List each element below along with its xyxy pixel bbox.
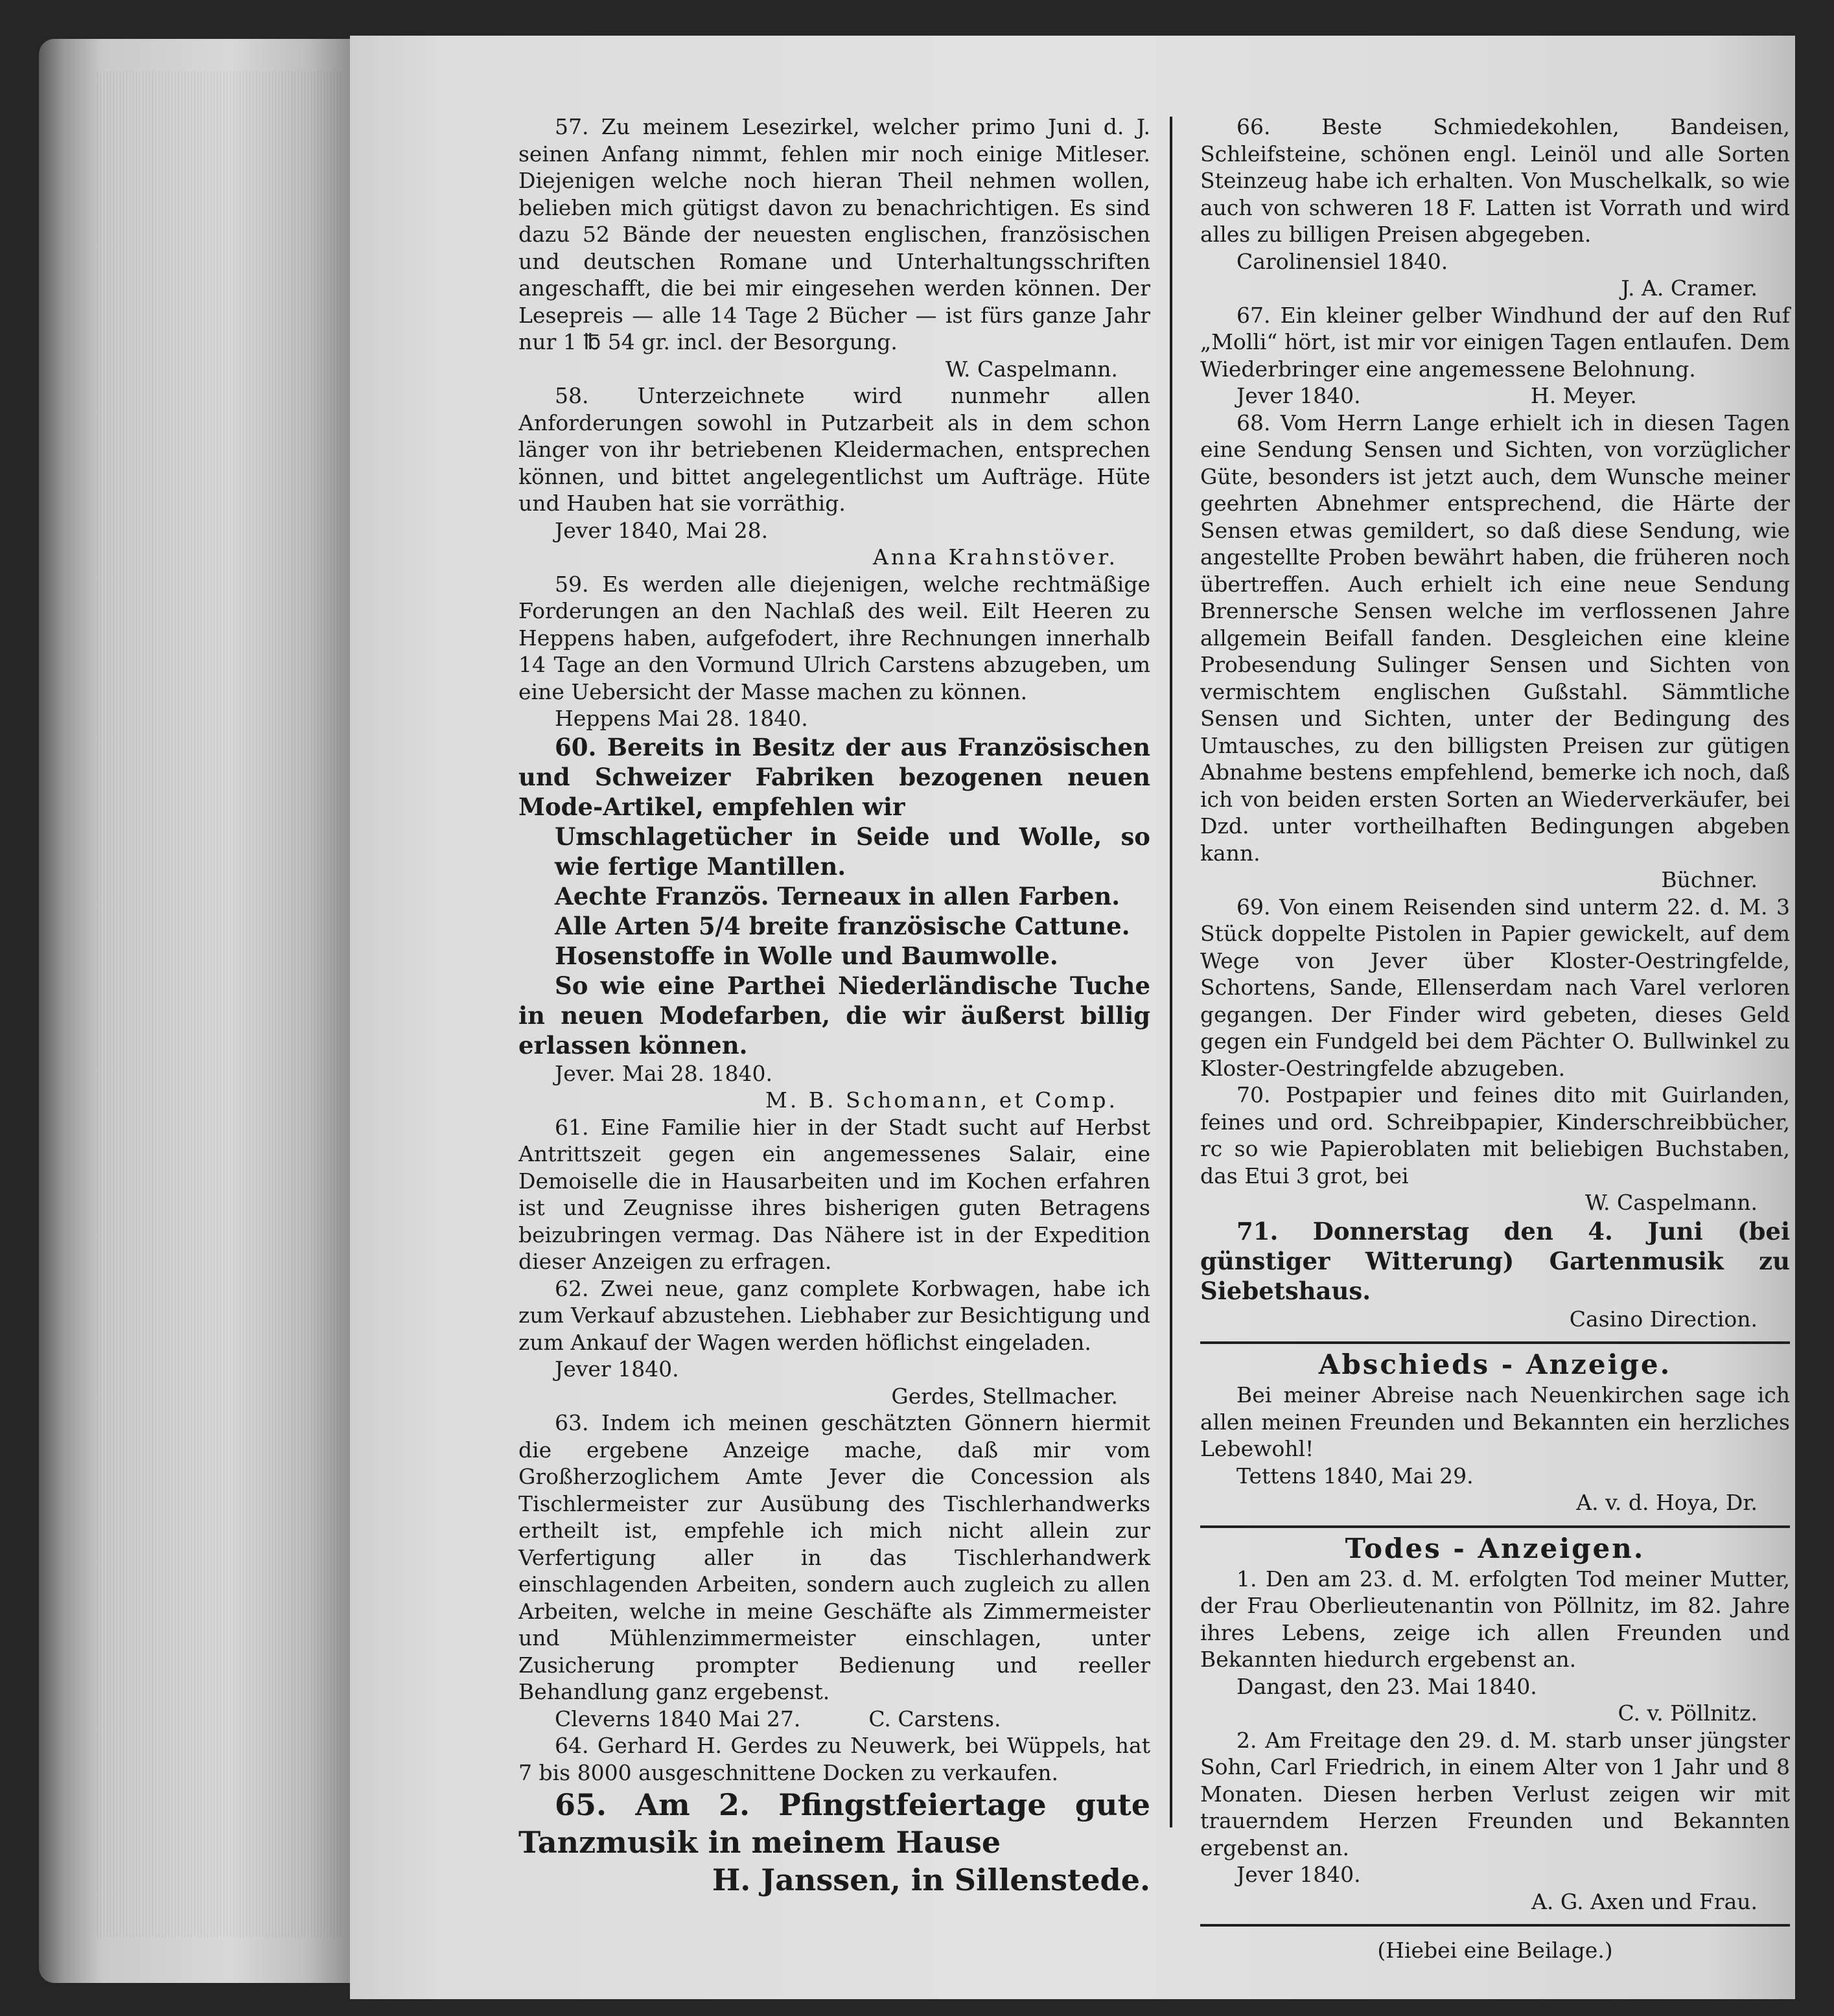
farewell-signature: A. v. d. Hoya, Dr. (1576, 1490, 1758, 1515)
death-notices-heading: Todes - Anzeigen. (1345, 1532, 1645, 1564)
farewell-heading: Abschieds - Anzeige. (1318, 1349, 1672, 1380)
signature-62: Gerdes, Stellmacher. (891, 1383, 1118, 1409)
date-58: Jever 1840, Mai 28. (555, 517, 769, 543)
item-60-1: Umschlagetücher in Seide und Wolle, so wie fertige Mantillen. (555, 822, 1150, 881)
notice-58: 58. Unterzeichnete wird nunmehr allen Anforderungen sowohl in Putzarbeit als in dem schon länger von ihr betriebenen Kleidermachen, entsprechen können, und bittet angelegentlichst um Aufträge. Hüte und Hauben hat sie vorräthig. (518, 383, 1150, 516)
date-signature-67: Jever 1840. H. Meyer. (1236, 383, 1637, 408)
section-rule-3 (1200, 1924, 1790, 1927)
notice-67: 67. Ein kleiner gelber Windhund der auf den Ruf „Molli“ hört, ist mir vor einigen Tagen entlaufen. Dem Wiederbringer eine angemessene Belohnung. (1200, 302, 1790, 382)
notice-65: 65. Am 2. Pfingstfeiertage gute Tanzmusik in meinem Hause (518, 1787, 1150, 1860)
item-60-4: Hosenstoffe in Wolle und Baumwolle. (555, 941, 1058, 970)
left-column (518, 113, 1150, 1899)
column-divider (1170, 117, 1172, 1827)
notice-69: 69. Von einem Reisenden sind unterm 22. d. M. 3 Stück doppelte Pistolen in Papier gewickelt, auf dem Wege von Jever über Kloster-Oestringfelde, Schortens, Sande, Ellenserdam nach Varel verloren gegangen. Der Finder wird gebeten, dieses Geld gegen ein Fundgeld bei dem Pächter O. Bullwinkel zu Kloster-Oestringfelde abzugeben. (1200, 894, 1790, 1081)
notice-64: 64. Gerhard H. Gerdes zu Neuwerk, bei Wüppels, hat 7 bis 8000 ausgeschnittene Docken zu verkaufen. (518, 1733, 1150, 1785)
signature-70: W. Caspelmann. (1584, 1190, 1758, 1215)
death-notice-2: 2. Am Freitage den 29. d. M. starb unser jüngster Sohn, Carl Friedrich, in einem Alter von 1 Jahr und 8 Monaten. Diesen herben Verlust zeigen wir mit trauerndem Herzen Freunden und Bekannten ergebenst an. (1200, 1727, 1790, 1860)
item-60-3: Alle Arten 5/4 breite französische Cattune. (555, 911, 1130, 940)
notice-57: 57. Zu meinem Lesezirkel, welcher primo Juni d. J. seinen Anfang nimmt, fehlen mir noch einige Mitleser. Diejenigen welche noch hieran Theil nehmen wollen, belieben mich gütigst davon zu benachrichtigen. Es sind dazu 52 Bände der neuesten englischen, französischen und deutschen Romane und Unterhaltungsschriften angeschafft, die bei mir eingesehen werden können. Der Lesepreis — alle 14 Tage 2 Bücher — ist fürs ganze Jahr nur 1 ℔ 54 gr. incl. der Besorgung. (518, 114, 1150, 354)
notice-59: 59. Es werden alle diejenigen, welche rechtmäßige Forderungen an den Nachlaß des weil. Eilt Heeren zu Heppens haben, aufgefodert, ihre Rechnungen innerhalb 14 Tage an den Vormund Ulrich Carstens abzugeben, um eine Uebersicht der Masse machen zu können. (518, 571, 1150, 704)
date-62: Jever 1840. (555, 1356, 679, 1382)
signature-66: J. A. Cramer. (1621, 275, 1758, 301)
notice-68: 68. Vom Herrn Lange erhielt ich in diesen Tagen eine Sendung Sensen und Sichten, von vorzüglicher Güte, besonders ist jetzt auch, dem Wunsche meiner geehrten Abnehmer entsprechend, die Härte der Sensen etwas gemildert, so daß diese Sendung, wie angestellte Proben bewährt haben, die früheren noch übertreffen. Auch erhielt ich eine neue Sendung Brennersche Sensen welche im verflossenen Jahre allgemein Beifall fanden. Desgleichen eine kleine Probesendung Sulinger Sensen und Sichten von vermischtem englischen Gußstahl. Sämmtliche Sensen und Sichten, unter der Bedingung des Umtausches, zu den billigsten Preisen zur gütigen Abnahme bestens empfehlend, bemerke ich noch, daß ich von beiden ersten Sorten an Wiederverkäufer, bei Dzd. unter vortheilhaften Bedingungen abgeben kann. (1200, 410, 1790, 866)
section-rule-1 (1200, 1341, 1790, 1344)
supplement-note: (Hiebei eine Beilage.) (1377, 1938, 1613, 1963)
notice-61: 61. Eine Familie hier in der Stadt sucht auf Herbst Antrittszeit gegen ein angemessenes Salair, eine Demoiselle die in Hausarbeiten und im Kochen erfahren ist und Zeugnisse ihres bisherigen guten Betragens beizubringen vermag. Das Nähere ist in der Expedition dieser Anzeigen zu erfragen. (518, 1114, 1150, 1274)
signature-60: M. B. Schomann, et Comp. (765, 1087, 1118, 1113)
right-column (1200, 113, 1790, 1964)
notice-63: 63. Indem ich meinen geschätzten Gönnern hiermit die ergebene Anzeige mache, daß mir vom Großherzoglichem Amte Jever die Concession als Tischlermeister zur Ausübung des Tischlerhandwerks ertheilt ist, empfehle ich mich nicht allein zur Verfertigung aller in das Tischlerhandwerk einschlagenden Arbeiten, sondern auch zugleich zu allen Arbeiten, welche in meine Geschäfte als Zimmermeister und Mühlenzimmermeister einschlagen, unter Zusicherung prompter Bedienung und reeller Behandlung ganz ergebenst. (518, 1410, 1150, 1704)
death-date-1: Dangast, den 23. Mai 1840. (1236, 1673, 1537, 1699)
date-signature-63: Cleverns 1840 Mai 27. C. Carstens. (555, 1706, 1001, 1732)
page-edges (97, 71, 343, 1938)
signature-58: Anna Krahnstöver. (873, 544, 1118, 570)
date-66: Carolinensiel 1840. (1236, 248, 1448, 274)
death-signature-2: A. G. Axen und Frau. (1531, 1888, 1758, 1914)
signature-68: Büchner. (1661, 867, 1758, 892)
signature-65: H. Janssen, in Sillenstede. (712, 1862, 1150, 1897)
notice-62: 62. Zwei neue, ganz complete Korbwagen, habe ich zum Verkauf abzustehen. Liebhaber zur Besichtigung und zum Ankauf der Wagen werden höflichst eingeladen. (518, 1275, 1150, 1355)
signature-57: W. Caspelmann. (945, 356, 1118, 382)
date-60: Jever. Mai 28. 1840. (555, 1060, 773, 1086)
farewell-date: Tettens 1840, Mai 29. (1236, 1463, 1474, 1489)
signature-71: Casino Direction. (1569, 1306, 1758, 1332)
farewell-notice: Bei meiner Abreise nach Neuenkirchen sage ich allen meinen Freunden und Bekannten ein herzliches Lebewohl! (1200, 1382, 1790, 1461)
date-59: Heppens Mai 28. 1840. (555, 706, 808, 731)
item-60-2: Aechte Französ. Terneaux in allen Farben. (555, 881, 1120, 910)
death-signature-1: C. v. Pöllnitz. (1618, 1700, 1758, 1726)
death-notice-1: 1. Den am 23. d. M. erfolgten Tod meiner Mutter, der Frau Oberlieutenantin von Pöllnitz, im 82. Jahre ihres Lebens, zeige ich allen Freunden und Bekannten hiedurch ergebenst an. (1200, 1566, 1790, 1672)
death-date-2: Jever 1840. (1236, 1862, 1361, 1887)
section-rule-2 (1200, 1525, 1790, 1528)
notice-71: 71. Donnerstag den 4. Juni (bei günstiger Witterung) Gartenmusik zu Siebetshaus. (1200, 1216, 1790, 1305)
item-60-5: So wie eine Parthei Niederländische Tuche in neuen Modefarben, die wir äußerst billig erlassen können. (518, 971, 1150, 1060)
notice-66: 66. Beste Schmiedekohlen, Bandeisen, Schleifsteine, schönen engl. Leinöl und alle Sorten Steinzeug habe ich erhalten. Von Muschelkalk, so wie auch von schweren 18 F. Latten ist Vorrath und wird alles zu billigen Preisen abgegeben. (1200, 114, 1790, 247)
notice-70: 70. Postpapier und feines dito mit Guirlanden, feines und ord. Schreibpapier, Kinderschreibbücher, rc so wie Papieroblaten mit beliebigen Buchstaben, das Etui 3 grot, bei (1200, 1082, 1790, 1188)
notice-60: 60. Bereits in Besitz der aus Französischen und Schweizer Fabriken bezogenen neuen Mode-Artikel, empfehlen wir (518, 732, 1150, 821)
